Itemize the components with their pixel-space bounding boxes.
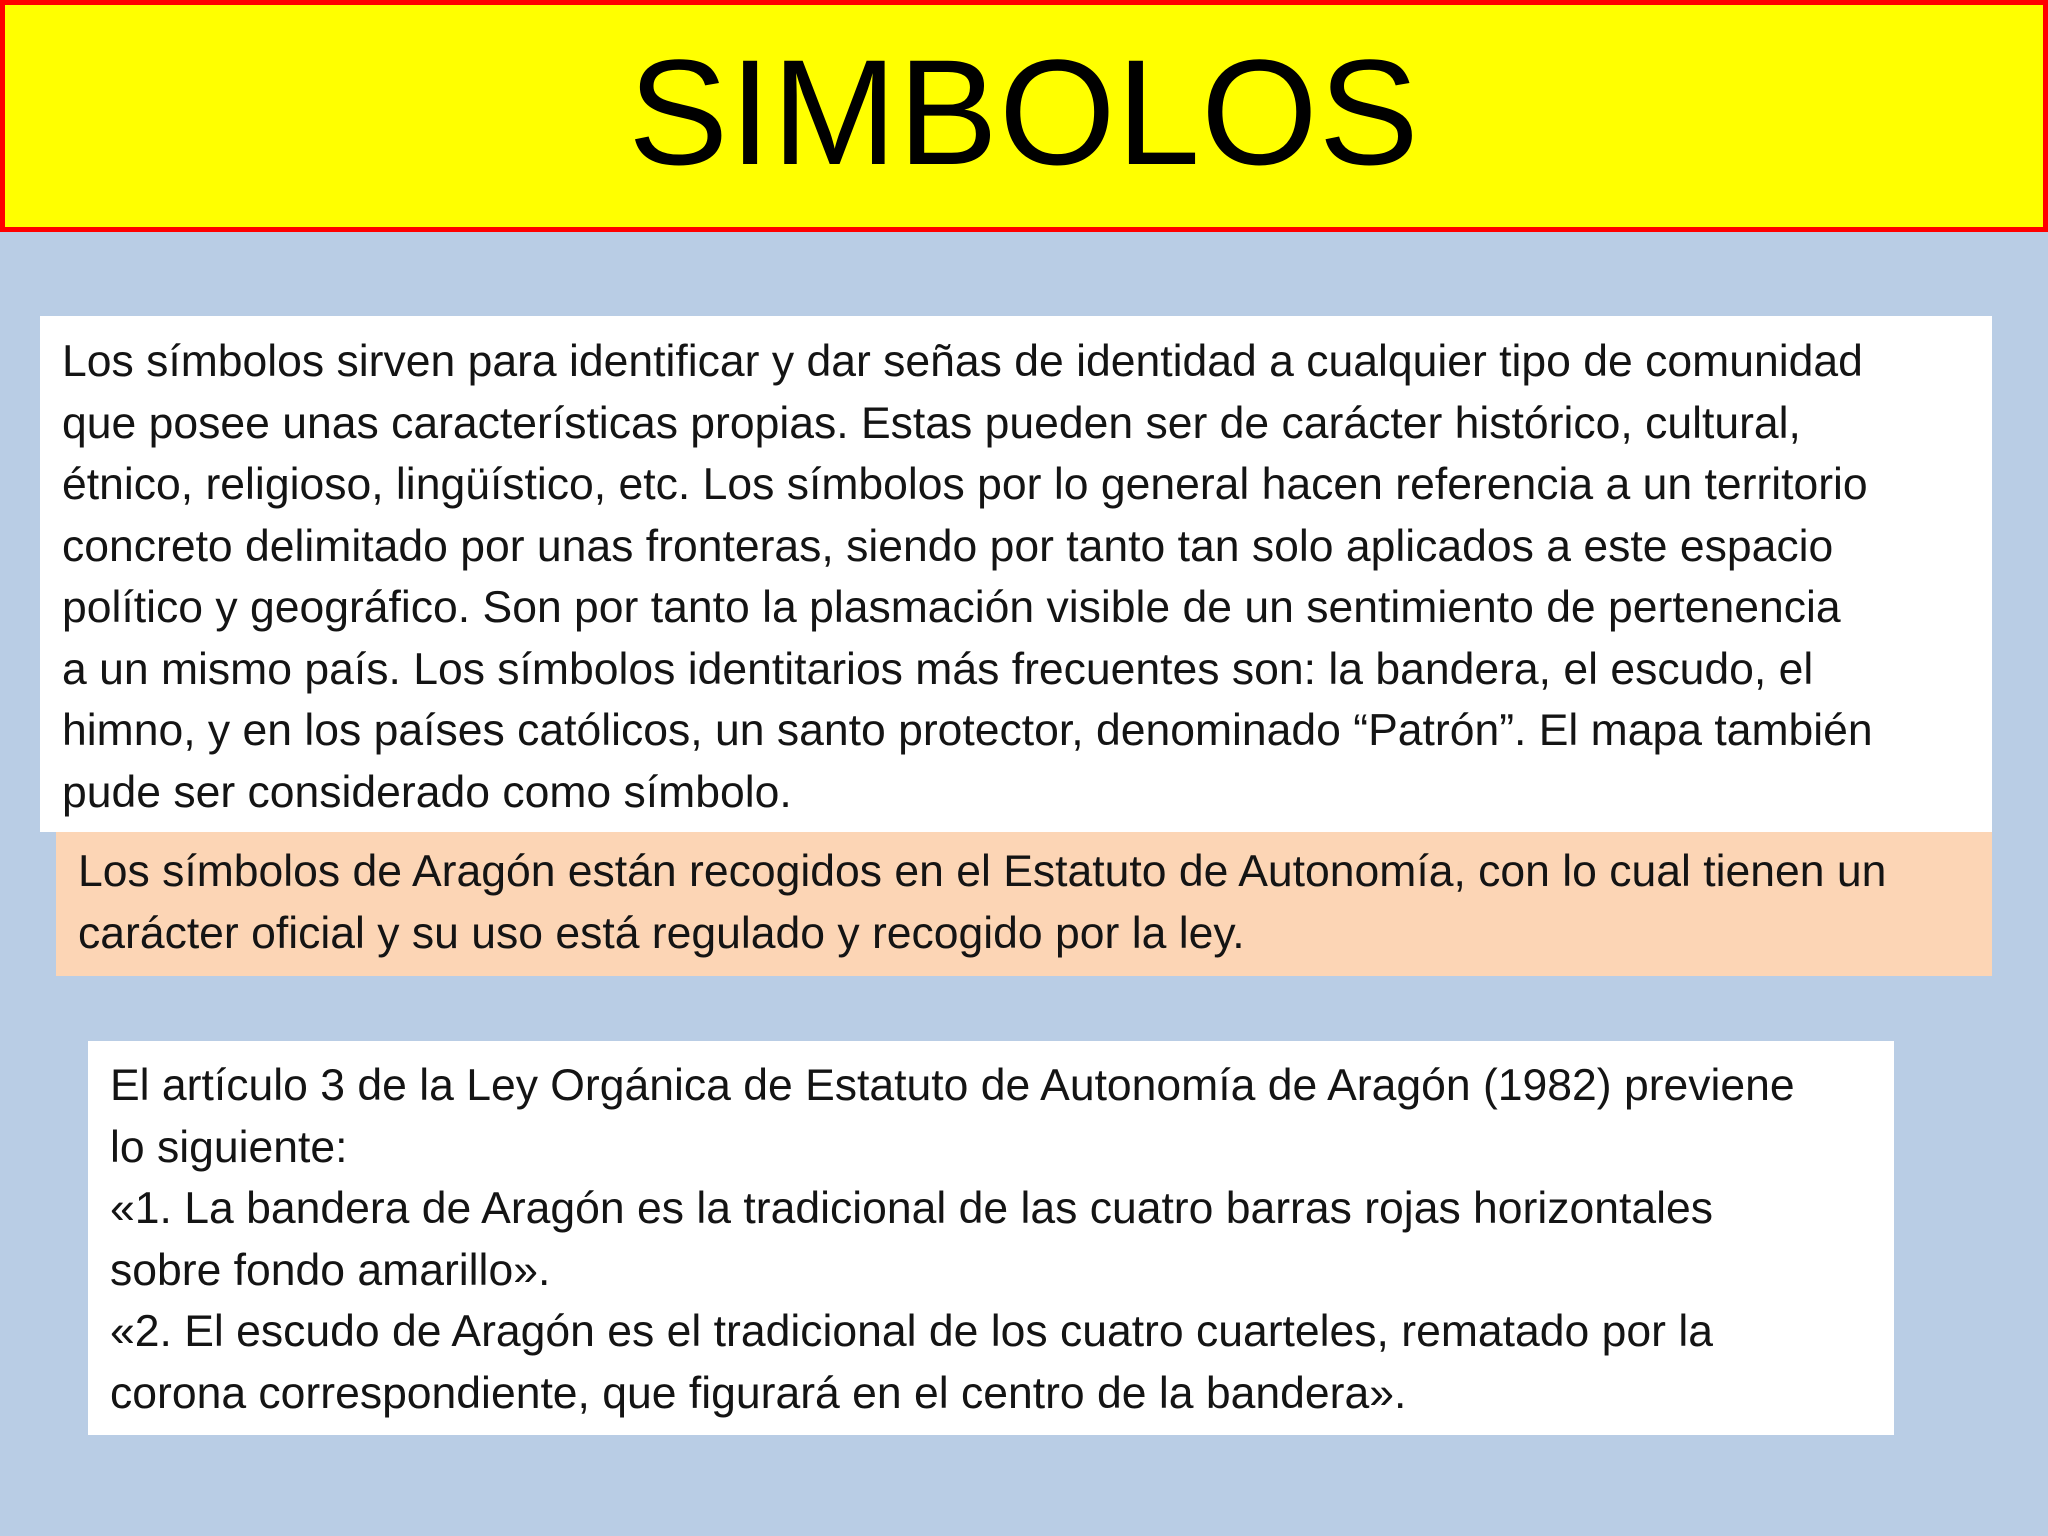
intro-line: pude ser considerado como símbolo. bbox=[62, 767, 792, 817]
intro-line: étnico, religioso, lingüístico, etc. Los símbolos por lo general hacen referencia a un territorio bbox=[62, 460, 1868, 509]
official-status-box bbox=[56, 832, 1992, 976]
title-banner bbox=[0, 0, 2048, 232]
article-line: El artículo 3 de la Ley Orgánica de Estatuto de Autonomía de Aragón (1982) previene bbox=[110, 1061, 1795, 1110]
intro-text-box bbox=[40, 316, 1992, 832]
intro-line: que posee unas características propias. Estas pueden ser de carácter histórico, cultural, bbox=[62, 398, 1801, 448]
intro-line: concreto delimitado por unas fronteras, siendo por tanto tan solo aplicados a este espacio bbox=[62, 521, 1834, 571]
intro-line: a un mismo país. Los símbolos identitarios más frecuentes son: la bandera, el escudo, el bbox=[62, 644, 1814, 694]
article-line: «2. El escudo de Aragón es el tradicional de los cuatro cuarteles, rematado por la bbox=[110, 1307, 1713, 1356]
official-line: Los símbolos de Aragón están recogidos en el Estatuto de Autonomía, con lo cual tienen un bbox=[78, 847, 1887, 896]
intro-line: himno, y en los países católicos, un santo protector, denominado “Patrón”. El mapa también bbox=[62, 706, 1873, 755]
intro-line: político y geográfico. Son por tanto la plasmación visible de un sentimiento de pertenencia bbox=[62, 583, 1841, 632]
intro-line: Los símbolos sirven para identificar y dar señas de identidad a cualquier tipo de comunidad bbox=[62, 337, 1863, 386]
article-line: corona correspondiente, que figurará en el centro de la bandera». bbox=[110, 1368, 1407, 1418]
slide-title: SIMBOLOS bbox=[628, 28, 1420, 196]
article-line: lo siguiente: bbox=[110, 1122, 348, 1172]
official-line: carácter oficial y su uso está regulado y recogido por la ley. bbox=[78, 908, 1245, 958]
article-line: sobre fondo amarillo». bbox=[110, 1245, 551, 1295]
article-quote-box bbox=[88, 1041, 1894, 1435]
article-line: «1. La bandera de Aragón es la tradicional de las cuatro barras rojas horizontales bbox=[110, 1184, 1713, 1233]
